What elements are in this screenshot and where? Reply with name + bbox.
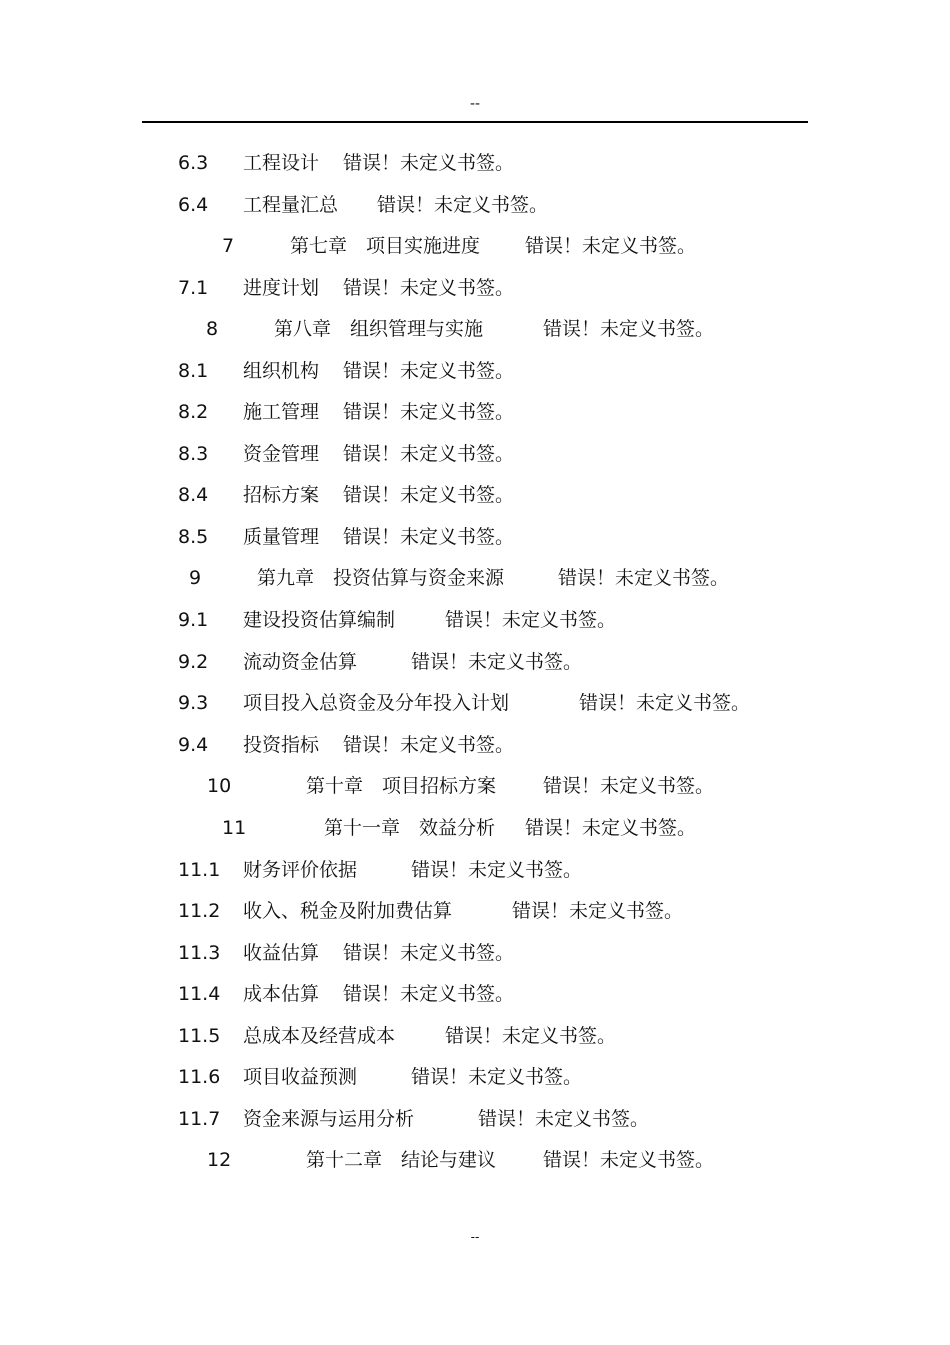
toc-entry-title: 进度计划 xyxy=(243,277,320,299)
toc-entry-number: 11.6 xyxy=(178,1066,221,1088)
toc-entry-title: 第十一章 效益分析 xyxy=(324,817,496,839)
toc-entry-ref: 错误！未定义书签。 xyxy=(343,277,515,299)
toc-entry-number: 11.5 xyxy=(178,1025,221,1047)
toc-entry-ref: 错误！未定义书签。 xyxy=(543,1149,715,1171)
toc-entry-ref: 错误！未定义书签。 xyxy=(411,651,583,673)
toc-entry-ref: 错误！未定义书签。 xyxy=(543,318,715,340)
toc-entry-title: 招标方案 xyxy=(243,484,320,506)
toc-entry-number: 10 xyxy=(207,775,232,797)
toc-entry-ref: 错误！未定义书签。 xyxy=(343,401,515,423)
toc-entry-ref: 错误！未定义书签。 xyxy=(478,1108,650,1130)
toc-entry-number: 8.1 xyxy=(178,360,209,382)
toc-entry-number: 6.3 xyxy=(178,152,209,174)
toc-entry-ref: 错误！未定义书签。 xyxy=(558,567,730,589)
toc-entry-title: 第七章 项目实施进度 xyxy=(290,235,481,257)
toc-entry-number: 8.5 xyxy=(178,526,209,548)
toc-entry-ref: 错误！未定义书签。 xyxy=(525,235,697,257)
toc-entry-title: 质量管理 xyxy=(243,526,320,548)
toc-entry-number: 11.7 xyxy=(178,1108,221,1130)
toc-entry-ref: 错误！未定义书签。 xyxy=(411,859,583,881)
toc-entry-title: 项目投入总资金及分年投入计划 xyxy=(243,692,510,714)
toc-entry-ref: 错误！未定义书签。 xyxy=(543,775,715,797)
toc-entry-ref: 错误！未定义书签。 xyxy=(525,817,697,839)
toc-entry-number: 8.4 xyxy=(178,484,209,506)
toc-entry-title: 第十章 项目招标方案 xyxy=(306,775,497,797)
toc-entry-title: 收入、税金及附加费估算 xyxy=(243,900,453,922)
toc-entry-number: 8.3 xyxy=(178,443,209,465)
page-header-mark: -- xyxy=(469,96,481,112)
toc-entry-number: 11 xyxy=(222,817,247,839)
toc-entry-ref: 错误！未定义书签。 xyxy=(512,900,684,922)
toc-entry-title: 工程设计 xyxy=(243,152,320,174)
toc-entry-number: 7.1 xyxy=(178,277,209,299)
toc-entry-ref: 错误！未定义书签。 xyxy=(445,1025,617,1047)
toc-entry-ref: 错误！未定义书签。 xyxy=(343,443,515,465)
toc-entry-title: 总成本及经营成本 xyxy=(243,1025,396,1047)
page-footer-mark: -- xyxy=(470,1230,480,1244)
toc-entry-title: 第九章 投资估算与资金来源 xyxy=(257,567,505,589)
toc-entry-title: 资金来源与运用分析 xyxy=(243,1108,415,1130)
toc-entry-number: 11.3 xyxy=(178,942,221,964)
toc-entry-number: 9.1 xyxy=(178,609,209,631)
toc-entry-title: 收益估算 xyxy=(243,942,320,964)
toc-entry-number: 8 xyxy=(206,318,219,340)
toc-entry-number: 7 xyxy=(222,235,235,257)
toc-entry-title: 成本估算 xyxy=(243,983,320,1005)
toc-entry-title: 工程量汇总 xyxy=(243,194,339,216)
toc-entry-ref: 错误！未定义书签。 xyxy=(343,484,515,506)
toc-entry-title: 第八章 组织管理与实施 xyxy=(274,318,484,340)
header-rule xyxy=(142,121,808,123)
toc-entry-number: 8.2 xyxy=(178,401,209,423)
toc-entry-title: 第十二章 结论与建议 xyxy=(306,1149,497,1171)
toc-entry-number: 11.1 xyxy=(178,859,221,881)
toc-entry-number: 11.4 xyxy=(178,983,221,1005)
toc-entry-ref: 错误！未定义书签。 xyxy=(343,360,515,382)
toc-entry-number: 9.4 xyxy=(178,734,209,756)
toc-entry-ref: 错误！未定义书签。 xyxy=(343,983,515,1005)
toc-entry-ref: 错误！未定义书签。 xyxy=(445,609,617,631)
toc-entry-number: 11.2 xyxy=(178,900,221,922)
toc-entry-ref: 错误！未定义书签。 xyxy=(343,152,515,174)
toc-entry-number: 9.2 xyxy=(178,651,209,673)
toc-entry-number: 9.3 xyxy=(178,692,209,714)
toc-entry-title: 组织机构 xyxy=(243,360,320,382)
toc-entry-title: 施工管理 xyxy=(243,401,320,423)
toc-entry-number: 6.4 xyxy=(178,194,209,216)
toc-entry-ref: 错误！未定义书签。 xyxy=(377,194,549,216)
toc-entry-ref: 错误！未定义书签。 xyxy=(411,1066,583,1088)
toc-entry-title: 流动资金估算 xyxy=(243,651,358,673)
toc-entry-ref: 错误！未定义书签。 xyxy=(343,942,515,964)
toc-entry-title: 资金管理 xyxy=(243,443,320,465)
toc-entry-number: 12 xyxy=(207,1149,232,1171)
toc-entry-ref: 错误！未定义书签。 xyxy=(579,692,751,714)
toc-entry-title: 财务评价依据 xyxy=(243,859,358,881)
toc-entry-title: 投资指标 xyxy=(243,734,320,756)
toc-entry-title: 建设投资估算编制 xyxy=(243,609,396,631)
toc-entry-ref: 错误！未定义书签。 xyxy=(343,734,515,756)
toc-entry-number: 9 xyxy=(189,567,202,589)
toc-entry-ref: 错误！未定义书签。 xyxy=(343,526,515,548)
toc-entry-title: 项目收益预测 xyxy=(243,1066,358,1088)
